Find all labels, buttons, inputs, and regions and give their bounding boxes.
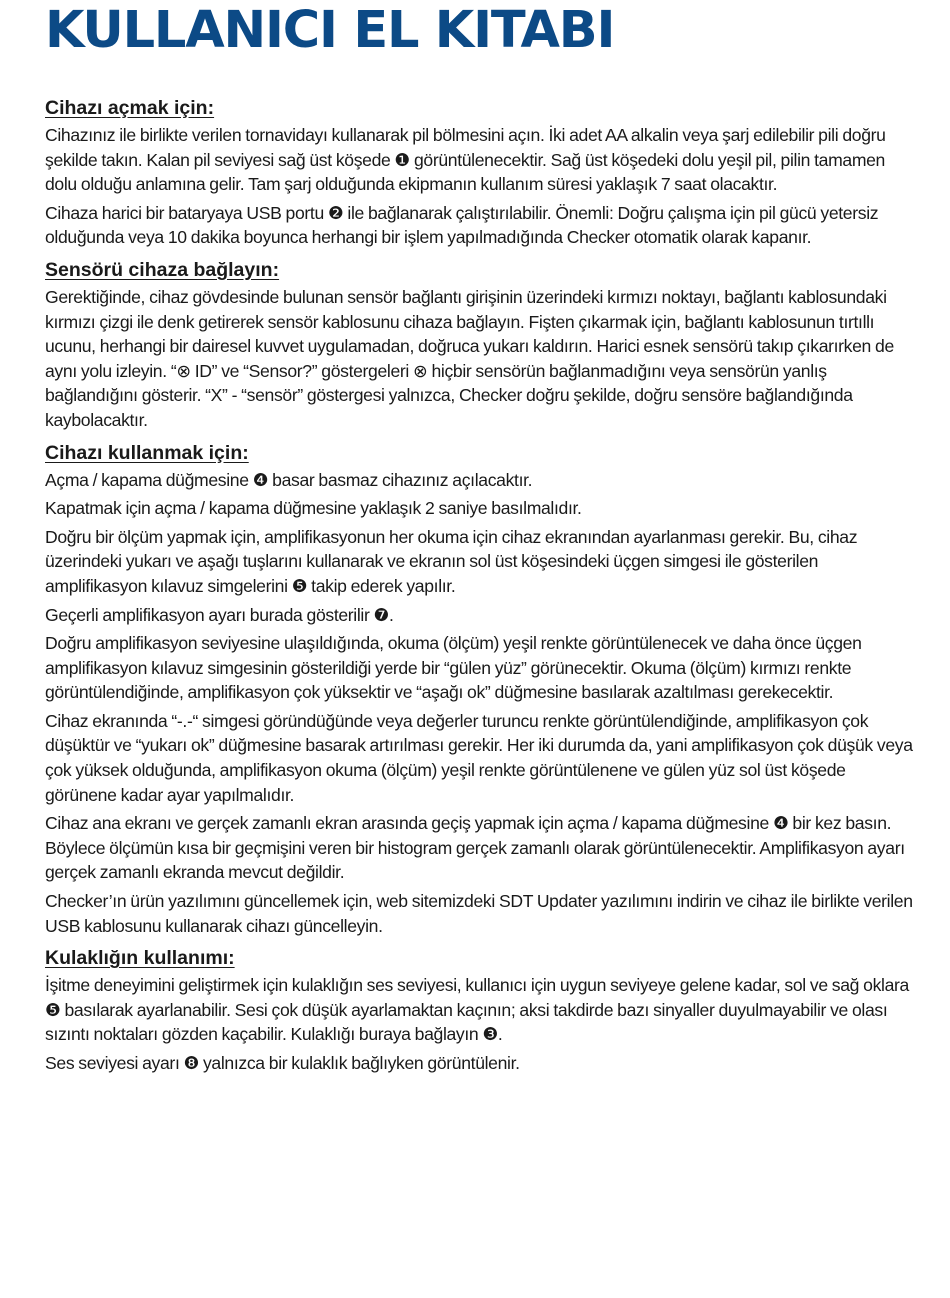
paragraph: Cihaz ana ekranı ve gerçek zamanlı ekran arasında geçiş yapmak için açma / kapama düğmesine ❹ bir kez basın. Böylece ölçümün kısa bir geçmişini veren bir histogram gerçek zamanlı olarak görüntülenecektir. Amplifikasyon ayarı gerçek zamanlı ekranda mevcut değildir. xyxy=(45,813,905,883)
paragraph: Cihaza harici bir bataryaya USB portu ❷ ile bağlanarak çalıştırılabilir. Önemli: Doğru çalışma için pil gücü yetersiz olduğunda veya 10 dakika boyunca herhangi bir işlem yapılmadığında Checker otomatik olarak kapanır. xyxy=(45,202,879,248)
paragraph: Cihazınız ile birlikte verilen tornavidayı kullanarak pil bölmesini açın. İki adet AA alkalin veya şarj edilebilir pili doğru şekilde takın. Kalan pil seviyesi sağ üst köşede ❶ görüntülenecektir. Sağ üst köşedeki dolu yeşil pil, pilin tamamen dolu olduğu anlamına gelir. Tam şarj olduğunda ekipmanın kullanım süresi yaklaşık 7 saat olacaktır. xyxy=(45,125,886,195)
section-heading: Kulaklığın kullanımı: xyxy=(45,947,235,970)
paragraph: Doğru amplifikasyon seviyesine ulaşıldığında, okuma (ölçüm) yeşil renkte görüntülenecek ve daha önce üçgen amplifikasyon kılavuz simgesinin gösterildiği yerde bir “gülen yüz” görünecektir. Okuma (ölçüm) kırmızı renkte görüntülendiğinde, amplifikasyon çok yüksektir ve “aşağı ok” düğmesine basılarak azaltılması gerekecektir. xyxy=(45,633,862,703)
paragraph: Ses seviyesi ayarı ❽ yalnızca bir kulaklık bağlıyken görüntülenir. xyxy=(45,1053,520,1073)
section-turn-on-device xyxy=(45,96,915,250)
section-heading: Sensörü cihaza bağlayın: xyxy=(45,258,280,281)
section-connect-sensor xyxy=(45,258,915,433)
manual-page xyxy=(45,0,915,1080)
paragraph: Açma / kapama düğmesine ❹ basar basmaz cihazınız açılacaktır. xyxy=(45,469,533,490)
paragraph: İşitme deneyimini geliştirmek için kulaklığın ses seviyesi, kullanıcı için uygun seviyeye gelene kadar, sol ve sağ oklara ❺ basılarak ayarlanabilir. Sesi çok düşük ayarlamaktan kaçının; aksi takdirde bazı sinyaller duyulmayabilir ve olası sızıntı noktaları gözden kaçabilir. Kulaklığı buraya bağlayın ❸. xyxy=(45,975,909,1045)
section-headphones xyxy=(45,946,915,1075)
paragraph: Cihaz ekranında “-.-“ simgesi göründüğünde veya değerler turuncu renkte görüntülendiğinde, amplifikasyon çok düşüktür ve “yukarı ok” düğmesine basarak artırılması gerekir. Her iki durumda da, yani amplifikasyon çok düşük veya çok yüksek olduğunda, amplifikasyon okuma (ölçüm) yeşil renkte görüntülenene ve gülen yüz sol üst köşede görünene kadar ayar yapılmalıdır. xyxy=(45,710,913,805)
section-heading: Cihazı açmak için: xyxy=(45,97,215,119)
paragraph: Kapatmak için açma / kapama düğmesine yaklaşık 2 saniye basılmalıdır. xyxy=(45,498,582,519)
section-heading: Cihazı kullanmak için: xyxy=(45,441,249,464)
paragraph: Doğru bir ölçüm yapmak için, amplifikasyonun her okuma için cihaz ekranından ayarlanması gerekir. Bu, cihaz üzerindeki yukarı ve aşağı tuşlarını kullanarak ve ekranın sol üst köşesindeki üçgen simgesi ile gösterilen amplifikasyon kılavuz simgelerini ❺ takip ederek yapılır. xyxy=(45,526,858,596)
document-title: KULLANICI EL KITABI xyxy=(45,1,615,60)
section-use-device xyxy=(45,441,915,939)
paragraph: Gerektiğinde, cihaz gövdesinde bulunan sensör bağlantı girişinin üzerindeki kırmızı noktayı, bağlantı kablosundaki kırmızı çizgi ile denk getirerek sensör kablosunu cihaza bağlayın. Fişten çıkarmak için, bağlantı kablosunun tırtıllı ucunu, herhangi bir dairesel kuvvet uygulamadan, doğruca yukarı kaldırın. Harici esnek sensörü takıp çıkarırken de aynı yolu izleyin. “⊗ ID” ve “Sensor?” göstergeleri ⊗ hiçbir sensörün bağlanmadığını veya sensörün yanlış bağlandığını gösterir. “X” - “sensör” göstergesi yalnızca, Checker doğru şekilde, doğru sensöre bağlandığında kaybolacaktır. xyxy=(45,286,894,430)
paragraph: Checker’ın ürün yazılımını güncellemek için, web sitemizdeki SDT Updater yazılımını indirin ve cihaz ile birlikte verilen USB kablosunu kullanarak cihazı güncelleyin. xyxy=(45,891,913,936)
paragraph: Geçerli amplifikasyon ayarı burada gösterilir ❼. xyxy=(45,604,394,625)
